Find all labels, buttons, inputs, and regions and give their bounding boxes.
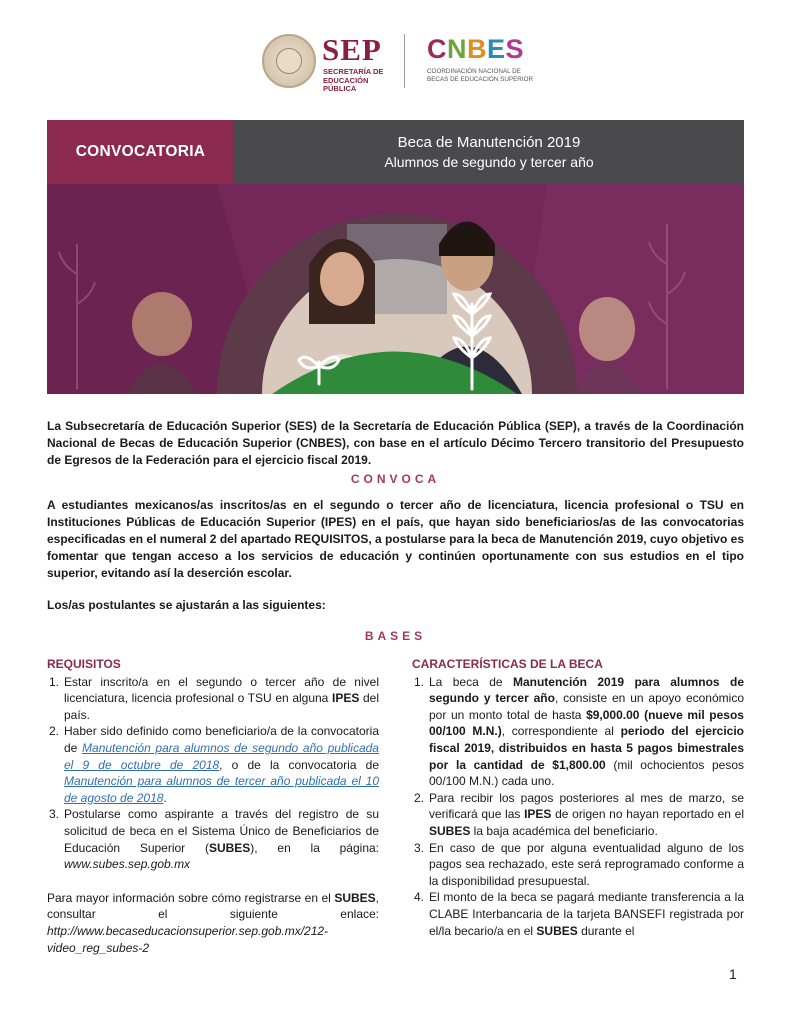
intro-paragraph: La Subsecretaría de Educación Superior (SES) de la Secretaría de Educación Pública (SEP), a través de la Coordinación Nacional de Becas de Educación Superior (CNBES), con base en el artículo Décimo Tercero transitorio del Presupuesto de Egresos de la Federación para el ejercicio fiscal 2019. — [47, 419, 744, 467]
bases-heading: BASES — [364, 629, 427, 643]
convocatoria-tercer-link[interactable]: Manutención para alumnos de tercer año publicada el 10 de agosto de 2018 — [64, 774, 379, 805]
cnbes-logo-subtitle: COORDINACIÓN NACIONAL DE BECAS DE EDUCACIÓN SUPERIOR — [427, 68, 534, 83]
banner-header — [47, 120, 744, 184]
banner-illustration — [47, 184, 744, 394]
convoca-heading: CONVOCA — [350, 472, 441, 486]
banner-subtitle: Alumnos de segundo y tercer año — [384, 154, 594, 170]
list-item: 2. Haber sido definido como beneficiario/a de la convocatoria de Manutención para alumnos de segundo año publicada el 9 de octubre de 2018, o de la convocatoria de Manutención para alumnos de tercer año publicada el 10 de agosto de 2018. — [48, 724, 379, 805]
convocatoria-segundo-link[interactable]: Manutención para alumnos de segundo año publicada el 9 de octubre de 2018 — [64, 740, 379, 772]
header-logos — [0, 30, 791, 92]
postulantes-line: Los/as postulantes se ajustarán a las siguientes: — [47, 598, 326, 612]
logo-divider — [404, 34, 405, 88]
list-item: 1. La beca de Manutención 2019 para alumnos de segundo y tercer año, consiste en un apoyo económico por un monto total de hasta $9,000.00 (nueve mil pesos 00/100 M.N.), correspondiente al periodo del ejercicio fiscal 2019, distribuidos en hasta 5 pagos bimestrales por la cantidad de $1,800.00 (mil ochocientos pesos 00/100 M.N.) cada uno. — [413, 674, 745, 789]
subes-url: www.subes.sep.gob.mx — [64, 857, 191, 872]
video-url: http://www.becaseducacionsuperior.sep.gob.mx/212-video_reg_subes-2 — [47, 923, 329, 955]
convocatoria-label-box — [47, 120, 234, 184]
page-number: 1 — [729, 966, 737, 982]
list-item: 3. Postularse como aspirante a través del registro de su solicitud de beca en el Sistema Único de Beneficiarios de Educación Superior (SUBES), en la página: www.subes.sep.gob.mx — [48, 807, 380, 872]
banner-photo — [47, 184, 744, 394]
requisitos-column — [47, 656, 379, 956]
sep-logo: SEP — [322, 32, 382, 67]
list-item: 3. En caso de que por alguna eventualidad alguno de los pagos sea rechazado, este será reprogramado conforme a la disponibilidad presupuestal. — [413, 840, 744, 888]
cnbes-logo: CNBES — [427, 34, 525, 64]
requisitos-heading: REQUISITOS — [47, 657, 121, 671]
caracteristicas-heading: CARACTERÍSTICAS DE LA BECA — [412, 657, 603, 671]
mexico-seal-icon — [262, 34, 316, 88]
banner-title: Beca de Manutención 2019 — [397, 134, 581, 151]
more-info-paragraph: Para mayor información sobre cómo registrarse en el SUBES, consultar el siguiente enlace: http://www.becaseducacionsuperior.sep.gob.mx/212-video_reg_subes-2 — [47, 890, 379, 955]
list-item: 1. Estar inscrito/a en el segundo o tercer año de nivel licenciatura, licencia profesional o TSU en alguna IPES del país. — [48, 674, 379, 722]
convocatoria-label: CONVOCATORIA — [75, 143, 206, 160]
caracteristicas-column — [412, 656, 744, 939]
list-item: 2. Para recibir los pagos posteriores al mes de marzo, se verificará que las IPES de origen no hayan reportado en el SUBES la baja académica del beneficiario. — [413, 790, 744, 838]
sep-logo-subtitle: SECRETARÍA DE EDUCACIÓN PÚBLICA — [323, 67, 384, 93]
convoca-paragraph: A estudiantes mexicanos/as inscritos/as en el segundo o tercer año de licenciatura, licencia profesional o TSU en Instituciones Públicas de Educación Superior (IPES) en el país, que hayan sido beneficiarios/as de las convocatorias especificadas en el numeral 2 del apartado REQUISITOS, a postularse para la beca de Manutención 2019, cuyo objetivo es fomentar que tengan acceso a los servicios de educación y continúen oportunamente con sus estudios en el tipo superior, evitando así la deserción escolar. — [47, 498, 744, 580]
banner-title-box — [234, 120, 744, 184]
list-item: 4. El monto de la beca se pagará mediante transferencia a la CLABE Interbancaria de la tarjeta BANSEFI registrada por el/la becario/a en el SUBES durante el — [413, 890, 744, 938]
